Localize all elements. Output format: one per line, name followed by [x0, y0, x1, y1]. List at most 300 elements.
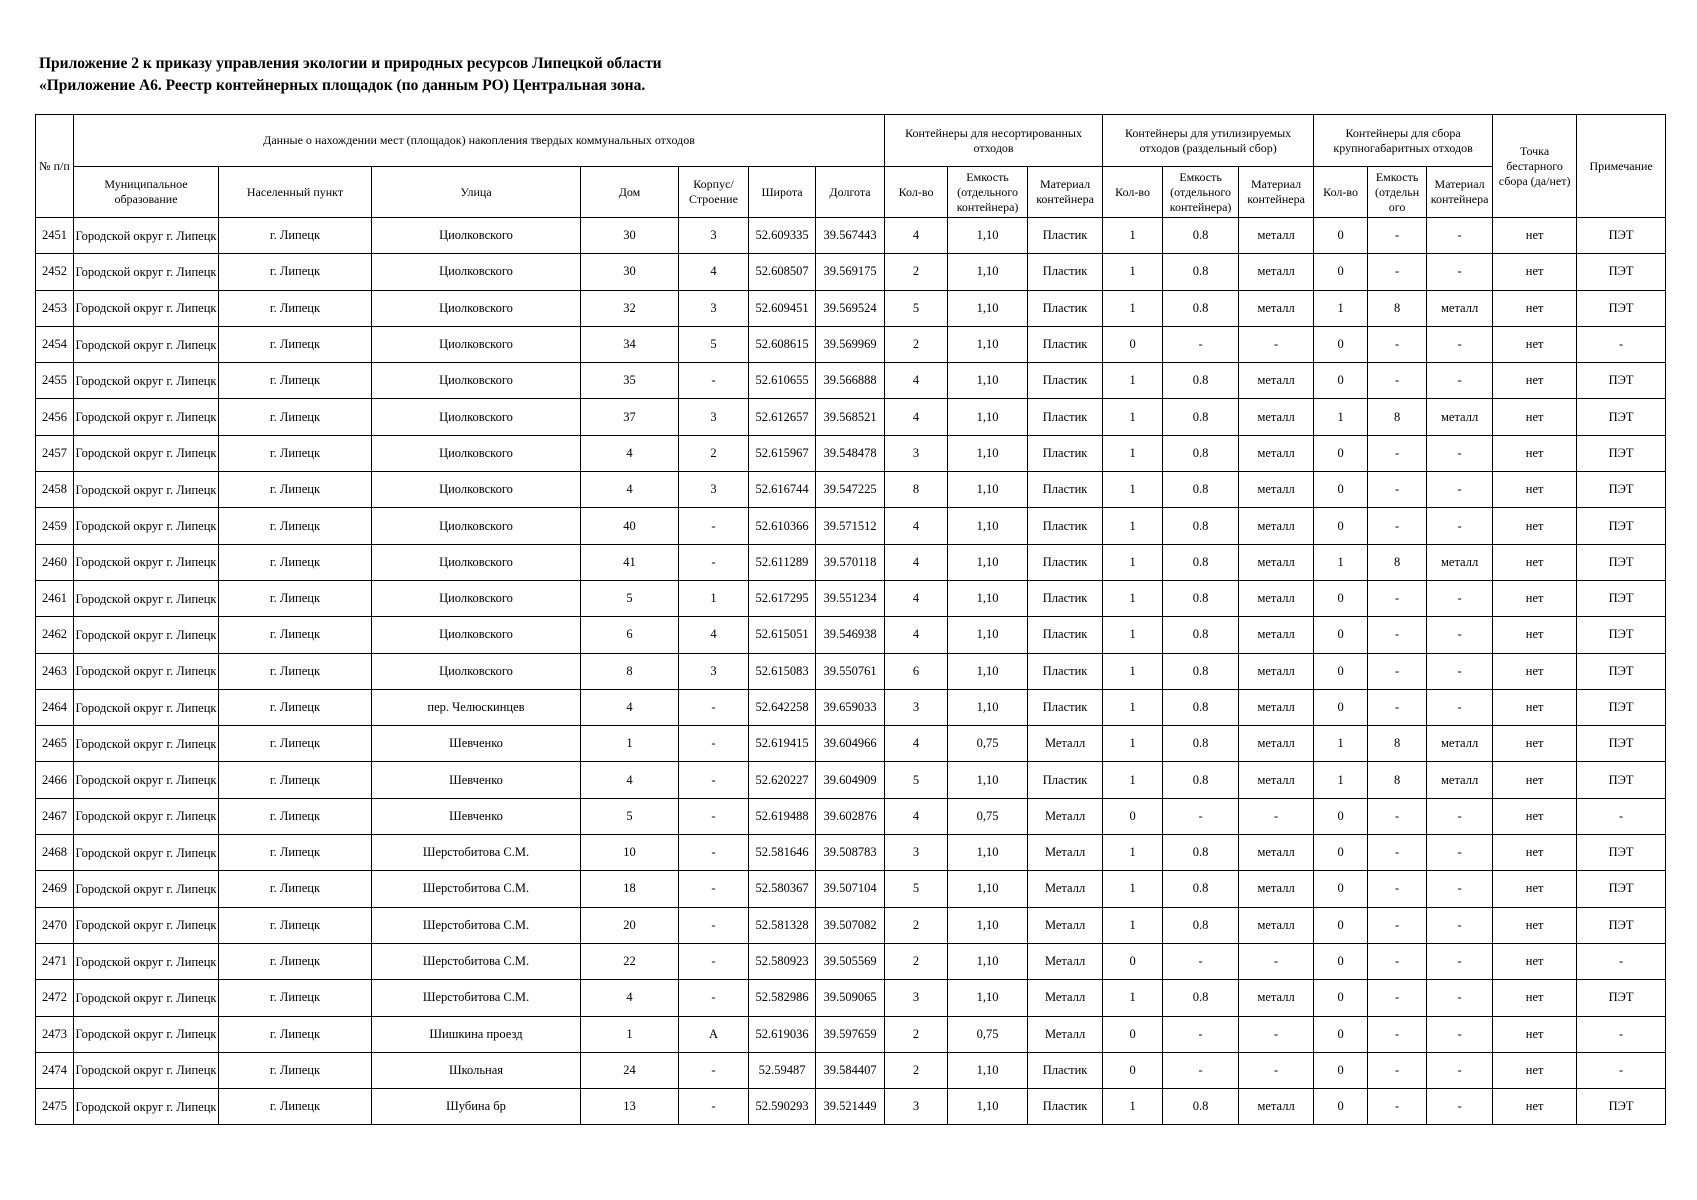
table-row	[36, 290, 1666, 326]
house-cell: 41	[581, 544, 679, 580]
recyclable-material-cell: металл	[1239, 254, 1314, 290]
row-num: 2471	[36, 943, 74, 979]
row-num: 2454	[36, 326, 74, 362]
street-cell: Циолковского	[372, 326, 581, 362]
heading-line-2: «Приложение А6. Реестр контейнерных площадок (по данным РО) Центральная зона.	[39, 77, 646, 94]
unsorted-capacity-cell: 1,10	[948, 290, 1028, 326]
building-cell: 3	[679, 399, 749, 435]
bagless-point-cell: нет	[1493, 508, 1577, 544]
bulky-material-cell: -	[1427, 835, 1493, 871]
recyclable-count-cell: 1	[1103, 544, 1163, 580]
table-row	[36, 472, 1666, 508]
building-cell: А	[679, 1016, 749, 1052]
unsorted-material-cell: Пластик	[1028, 580, 1103, 616]
settlement-cell: г. Липецк	[219, 580, 372, 616]
settlement-cell: г. Липецк	[219, 762, 372, 798]
bulky-count-cell: 0	[1314, 1089, 1368, 1125]
municipality-cell: Городской округ г. Липецк	[74, 617, 219, 653]
bagless-point-cell: нет	[1493, 363, 1577, 399]
row-num: 2470	[36, 907, 74, 943]
recyclable-count-cell: 1	[1103, 980, 1163, 1016]
latitude-cell: 52.616744	[749, 472, 816, 508]
header-recyclable-material: Материал контейнера	[1239, 167, 1314, 218]
row-num: 2467	[36, 798, 74, 834]
row-num: 2472	[36, 980, 74, 1016]
recyclable-capacity-cell: -	[1163, 943, 1239, 979]
unsorted-capacity-cell: 1,10	[948, 580, 1028, 616]
bulky-material-cell: металл	[1427, 290, 1493, 326]
recyclable-material-cell: металл	[1239, 907, 1314, 943]
unsorted-count-cell: 4	[885, 399, 948, 435]
bulky-material-cell: -	[1427, 580, 1493, 616]
recyclable-count-cell: 1	[1103, 1089, 1163, 1125]
settlement-cell: г. Липецк	[219, 1016, 372, 1052]
table-row	[36, 726, 1666, 762]
settlement-cell: г. Липецк	[219, 871, 372, 907]
note-cell: ПЭТ	[1577, 218, 1666, 254]
bagless-point-cell: нет	[1493, 726, 1577, 762]
unsorted-material-cell: Пластик	[1028, 472, 1103, 508]
row-num: 2464	[36, 689, 74, 725]
latitude-cell: 52.581328	[749, 907, 816, 943]
row-num: 2452	[36, 254, 74, 290]
unsorted-capacity-cell: 1,10	[948, 835, 1028, 871]
longitude-cell: 39.659033	[816, 689, 885, 725]
settlement-cell: г. Липецк	[219, 617, 372, 653]
recyclable-capacity-cell: 0.8	[1163, 290, 1239, 326]
bagless-point-cell: нет	[1493, 907, 1577, 943]
bagless-point-cell: нет	[1493, 544, 1577, 580]
recyclable-count-cell: 1	[1103, 871, 1163, 907]
unsorted-capacity-cell: 1,10	[948, 254, 1028, 290]
settlement-cell: г. Липецк	[219, 798, 372, 834]
bagless-point-cell: нет	[1493, 435, 1577, 471]
bagless-point-cell: нет	[1493, 326, 1577, 362]
bulky-count-cell: 0	[1314, 689, 1368, 725]
house-cell: 4	[581, 689, 679, 725]
table-row	[36, 218, 1666, 254]
street-cell: Шерстобитова С.М.	[372, 943, 581, 979]
heading-line-1: Приложение 2 к приказу управления экологии и природных ресурсов Липецкой области	[39, 55, 662, 72]
recyclable-material-cell: металл	[1239, 580, 1314, 616]
settlement-cell: г. Липецк	[219, 290, 372, 326]
bulky-count-cell: 0	[1314, 943, 1368, 979]
bulky-material-cell: -	[1427, 254, 1493, 290]
row-num: 2469	[36, 871, 74, 907]
recyclable-capacity-cell: 0.8	[1163, 689, 1239, 725]
bulky-count-cell: 1	[1314, 726, 1368, 762]
street-cell: Шубина бр	[372, 1089, 581, 1125]
municipality-cell: Городской округ г. Липецк	[74, 726, 219, 762]
street-cell: Циолковского	[372, 254, 581, 290]
bulky-capacity-cell: -	[1368, 326, 1427, 362]
recyclable-count-cell: 1	[1103, 653, 1163, 689]
recyclable-capacity-cell: 0.8	[1163, 653, 1239, 689]
row-num: 2466	[36, 762, 74, 798]
recyclable-count-cell: 1	[1103, 363, 1163, 399]
recyclable-count-cell: 1	[1103, 726, 1163, 762]
longitude-cell: 39.569175	[816, 254, 885, 290]
table-row	[36, 1089, 1666, 1125]
bulky-count-cell: 0	[1314, 907, 1368, 943]
settlement-cell: г. Липецк	[219, 943, 372, 979]
unsorted-count-cell: 5	[885, 290, 948, 326]
unsorted-capacity-cell: 1,10	[948, 980, 1028, 1016]
note-cell: -	[1577, 1016, 1666, 1052]
unsorted-count-cell: 3	[885, 980, 948, 1016]
house-cell: 20	[581, 907, 679, 943]
bulky-capacity-cell: -	[1368, 472, 1427, 508]
unsorted-capacity-cell: 1,10	[948, 363, 1028, 399]
recyclable-count-cell: 0	[1103, 1016, 1163, 1052]
longitude-cell: 39.569969	[816, 326, 885, 362]
unsorted-count-cell: 4	[885, 508, 948, 544]
bagless-point-cell: нет	[1493, 617, 1577, 653]
unsorted-capacity-cell: 0,75	[948, 726, 1028, 762]
house-cell: 10	[581, 835, 679, 871]
longitude-cell: 39.597659	[816, 1016, 885, 1052]
recyclable-capacity-cell: -	[1163, 326, 1239, 362]
recyclable-count-cell: 1	[1103, 689, 1163, 725]
longitude-cell: 39.602876	[816, 798, 885, 834]
latitude-cell: 52.620227	[749, 762, 816, 798]
note-cell: ПЭТ	[1577, 399, 1666, 435]
street-cell: Циолковского	[372, 508, 581, 544]
unsorted-material-cell: Металл	[1028, 943, 1103, 979]
bulky-count-cell: 1	[1314, 399, 1368, 435]
table-row	[36, 254, 1666, 290]
unsorted-capacity-cell: 1,10	[948, 435, 1028, 471]
unsorted-material-cell: Металл	[1028, 907, 1103, 943]
unsorted-material-cell: Пластик	[1028, 218, 1103, 254]
bulky-count-cell: 0	[1314, 1052, 1368, 1088]
unsorted-material-cell: Пластик	[1028, 399, 1103, 435]
unsorted-count-cell: 4	[885, 544, 948, 580]
building-cell: -	[679, 835, 749, 871]
settlement-cell: г. Липецк	[219, 399, 372, 435]
bulky-material-cell: металл	[1427, 762, 1493, 798]
recyclable-material-cell: металл	[1239, 617, 1314, 653]
longitude-cell: 39.507104	[816, 871, 885, 907]
recyclable-count-cell: 1	[1103, 472, 1163, 508]
longitude-cell: 39.570118	[816, 544, 885, 580]
note-cell: ПЭТ	[1577, 726, 1666, 762]
house-cell: 30	[581, 254, 679, 290]
unsorted-material-cell: Пластик	[1028, 762, 1103, 798]
row-num: 2457	[36, 435, 74, 471]
house-cell: 6	[581, 617, 679, 653]
recyclable-material-cell: -	[1239, 1016, 1314, 1052]
recyclable-count-cell: 0	[1103, 943, 1163, 979]
bulky-capacity-cell: 8	[1368, 726, 1427, 762]
street-cell: Циолковского	[372, 580, 581, 616]
building-cell: -	[679, 726, 749, 762]
note-cell: ПЭТ	[1577, 617, 1666, 653]
bulky-count-cell: 1	[1314, 762, 1368, 798]
settlement-cell: г. Липецк	[219, 218, 372, 254]
recyclable-count-cell: 1	[1103, 435, 1163, 471]
document-heading	[39, 53, 662, 97]
recyclable-capacity-cell: 0.8	[1163, 871, 1239, 907]
bulky-capacity-cell: -	[1368, 980, 1427, 1016]
settlement-cell: г. Липецк	[219, 980, 372, 1016]
bulky-count-cell: 0	[1314, 871, 1368, 907]
building-cell: -	[679, 544, 749, 580]
building-cell: 3	[679, 653, 749, 689]
bulky-material-cell: -	[1427, 1052, 1493, 1088]
unsorted-material-cell: Пластик	[1028, 544, 1103, 580]
street-cell: Циолковского	[372, 472, 581, 508]
street-cell: Шевченко	[372, 726, 581, 762]
unsorted-capacity-cell: 1,10	[948, 871, 1028, 907]
recyclable-material-cell: металл	[1239, 290, 1314, 326]
latitude-cell: 52.619488	[749, 798, 816, 834]
house-cell: 1	[581, 1016, 679, 1052]
unsorted-capacity-cell: 1,10	[948, 218, 1028, 254]
row-num: 2474	[36, 1052, 74, 1088]
table-row	[36, 435, 1666, 471]
bulky-capacity-cell: -	[1368, 1089, 1427, 1125]
unsorted-count-cell: 4	[885, 218, 948, 254]
unsorted-count-cell: 2	[885, 254, 948, 290]
latitude-cell: 52.609335	[749, 218, 816, 254]
house-cell: 24	[581, 1052, 679, 1088]
row-num: 2475	[36, 1089, 74, 1125]
latitude-cell: 52.617295	[749, 580, 816, 616]
house-cell: 4	[581, 762, 679, 798]
header-unsorted-group: Контейнеры для несортированных отходов	[885, 115, 1103, 167]
bulky-count-cell: 0	[1314, 653, 1368, 689]
longitude-cell: 39.507082	[816, 907, 885, 943]
header-house: Дом	[581, 167, 679, 218]
longitude-cell: 39.546938	[816, 617, 885, 653]
house-cell: 1	[581, 726, 679, 762]
recyclable-material-cell: -	[1239, 1052, 1314, 1088]
bulky-count-cell: 0	[1314, 218, 1368, 254]
longitude-cell: 39.509065	[816, 980, 885, 1016]
recyclable-material-cell: металл	[1239, 871, 1314, 907]
municipality-cell: Городской округ г. Липецк	[74, 762, 219, 798]
building-cell: -	[679, 1089, 749, 1125]
bagless-point-cell: нет	[1493, 1016, 1577, 1052]
house-cell: 4	[581, 435, 679, 471]
settlement-cell: г. Липецк	[219, 1052, 372, 1088]
street-cell: Циолковского	[372, 653, 581, 689]
header-street: Улица	[372, 167, 581, 218]
bagless-point-cell: нет	[1493, 871, 1577, 907]
municipality-cell: Городской округ г. Липецк	[74, 1089, 219, 1125]
header-bulky-count: Кол-во	[1314, 167, 1368, 218]
row-num: 2455	[36, 363, 74, 399]
note-cell: ПЭТ	[1577, 1089, 1666, 1125]
bulky-capacity-cell: -	[1368, 1016, 1427, 1052]
bulky-capacity-cell: 8	[1368, 544, 1427, 580]
recyclable-count-cell: 1	[1103, 508, 1163, 544]
recyclable-count-cell: 0	[1103, 1052, 1163, 1088]
bagless-point-cell: нет	[1493, 1089, 1577, 1125]
unsorted-material-cell: Металл	[1028, 1016, 1103, 1052]
unsorted-count-cell: 3	[885, 689, 948, 725]
house-cell: 40	[581, 508, 679, 544]
unsorted-capacity-cell: 0,75	[948, 798, 1028, 834]
note-cell: ПЭТ	[1577, 254, 1666, 290]
table-row	[36, 943, 1666, 979]
note-cell: ПЭТ	[1577, 435, 1666, 471]
municipality-cell: Городской округ г. Липецк	[74, 1016, 219, 1052]
row-num: 2461	[36, 580, 74, 616]
header-num: № п/п	[36, 115, 74, 218]
building-cell: -	[679, 363, 749, 399]
recyclable-count-cell: 1	[1103, 218, 1163, 254]
bagless-point-cell: нет	[1493, 798, 1577, 834]
bulky-count-cell: 1	[1314, 544, 1368, 580]
building-cell: -	[679, 689, 749, 725]
building-cell: -	[679, 871, 749, 907]
table-header	[36, 115, 1666, 218]
unsorted-material-cell: Пластик	[1028, 435, 1103, 471]
table-row	[36, 508, 1666, 544]
row-num: 2456	[36, 399, 74, 435]
unsorted-count-cell: 4	[885, 363, 948, 399]
table-row	[36, 1016, 1666, 1052]
table-row	[36, 617, 1666, 653]
bagless-point-cell: нет	[1493, 254, 1577, 290]
note-cell: ПЭТ	[1577, 580, 1666, 616]
bulky-count-cell: 0	[1314, 580, 1368, 616]
unsorted-material-cell: Пластик	[1028, 1089, 1103, 1125]
bulky-capacity-cell: -	[1368, 653, 1427, 689]
street-cell: Шевченко	[372, 798, 581, 834]
bagless-point-cell: нет	[1493, 980, 1577, 1016]
bagless-point-cell: нет	[1493, 943, 1577, 979]
bulky-capacity-cell: -	[1368, 218, 1427, 254]
municipality-cell: Городской округ г. Липецк	[74, 689, 219, 725]
unsorted-material-cell: Пластик	[1028, 508, 1103, 544]
recyclable-material-cell: -	[1239, 798, 1314, 834]
bulky-material-cell: -	[1427, 907, 1493, 943]
house-cell: 13	[581, 1089, 679, 1125]
house-cell: 18	[581, 871, 679, 907]
building-cell: 3	[679, 218, 749, 254]
municipality-cell: Городской округ г. Липецк	[74, 326, 219, 362]
recyclable-material-cell: -	[1239, 326, 1314, 362]
row-num: 2458	[36, 472, 74, 508]
recyclable-material-cell: металл	[1239, 363, 1314, 399]
table-row	[36, 399, 1666, 435]
building-cell: 4	[679, 617, 749, 653]
bulky-count-cell: 0	[1314, 1016, 1368, 1052]
recyclable-material-cell: -	[1239, 943, 1314, 979]
longitude-cell: 39.508783	[816, 835, 885, 871]
bulky-count-cell: 0	[1314, 254, 1368, 290]
street-cell: Шевченко	[372, 762, 581, 798]
recyclable-count-cell: 1	[1103, 580, 1163, 616]
settlement-cell: г. Липецк	[219, 726, 372, 762]
header-bulky-capacity: Емкость (отдельн ого	[1368, 167, 1427, 218]
recyclable-count-cell: 1	[1103, 762, 1163, 798]
latitude-cell: 52.608507	[749, 254, 816, 290]
municipality-cell: Городской округ г. Липецк	[74, 290, 219, 326]
note-cell: ПЭТ	[1577, 835, 1666, 871]
unsorted-capacity-cell: 1,10	[948, 326, 1028, 362]
latitude-cell: 52.610366	[749, 508, 816, 544]
longitude-cell: 39.568521	[816, 399, 885, 435]
unsorted-count-cell: 6	[885, 653, 948, 689]
building-cell: 2	[679, 435, 749, 471]
municipality-cell: Городской округ г. Липецк	[74, 871, 219, 907]
bulky-material-cell: -	[1427, 1089, 1493, 1125]
bulky-material-cell: металл	[1427, 544, 1493, 580]
header-location-group: Данные о нахождении мест (площадок) накопления твердых коммунальных отходов	[74, 115, 885, 167]
table-row	[36, 1052, 1666, 1088]
header-bagless-point: Точка бестарного сбора (да/нет)	[1493, 115, 1577, 218]
unsorted-material-cell: Металл	[1028, 980, 1103, 1016]
unsorted-count-cell: 4	[885, 580, 948, 616]
bulky-material-cell: -	[1427, 363, 1493, 399]
unsorted-capacity-cell: 1,10	[948, 943, 1028, 979]
recyclable-capacity-cell: 0.8	[1163, 508, 1239, 544]
table-row	[36, 762, 1666, 798]
unsorted-material-cell: Пластик	[1028, 290, 1103, 326]
header-recyclable-count: Кол-во	[1103, 167, 1163, 218]
settlement-cell: г. Липецк	[219, 907, 372, 943]
header-unsorted-count: Кол-во	[885, 167, 948, 218]
longitude-cell: 39.604966	[816, 726, 885, 762]
header-note: Примечание	[1577, 115, 1666, 218]
settlement-cell: г. Липецк	[219, 689, 372, 725]
bulky-count-cell: 0	[1314, 435, 1368, 471]
bulky-capacity-cell: -	[1368, 580, 1427, 616]
unsorted-capacity-cell: 1,10	[948, 1089, 1028, 1125]
bulky-capacity-cell: -	[1368, 835, 1427, 871]
row-num: 2451	[36, 218, 74, 254]
building-cell: -	[679, 1052, 749, 1088]
recyclable-capacity-cell: -	[1163, 798, 1239, 834]
note-cell: ПЭТ	[1577, 544, 1666, 580]
bulky-material-cell: -	[1427, 326, 1493, 362]
municipality-cell: Городской округ г. Липецк	[74, 363, 219, 399]
note-cell: ПЭТ	[1577, 762, 1666, 798]
latitude-cell: 52.59487	[749, 1052, 816, 1088]
building-cell: 5	[679, 326, 749, 362]
unsorted-count-cell: 2	[885, 1016, 948, 1052]
municipality-cell: Городской округ г. Липецк	[74, 943, 219, 979]
house-cell: 5	[581, 580, 679, 616]
longitude-cell: 39.584407	[816, 1052, 885, 1088]
unsorted-material-cell: Металл	[1028, 871, 1103, 907]
header-settlement: Населенный пункт	[219, 167, 372, 218]
bulky-capacity-cell: -	[1368, 798, 1427, 834]
header-recyclable-capacity: Емкость (отдельного контейнера)	[1163, 167, 1239, 218]
latitude-cell: 52.608615	[749, 326, 816, 362]
unsorted-capacity-cell: 1,10	[948, 907, 1028, 943]
bulky-capacity-cell: -	[1368, 508, 1427, 544]
bagless-point-cell: нет	[1493, 290, 1577, 326]
unsorted-material-cell: Металл	[1028, 835, 1103, 871]
note-cell: -	[1577, 326, 1666, 362]
row-num: 2453	[36, 290, 74, 326]
bulky-material-cell: -	[1427, 218, 1493, 254]
bulky-count-cell: 0	[1314, 326, 1368, 362]
unsorted-count-cell: 2	[885, 907, 948, 943]
recyclable-count-cell: 1	[1103, 254, 1163, 290]
unsorted-count-cell: 4	[885, 617, 948, 653]
unsorted-count-cell: 2	[885, 943, 948, 979]
recyclable-material-cell: металл	[1239, 689, 1314, 725]
bulky-capacity-cell: -	[1368, 254, 1427, 290]
latitude-cell: 52.609451	[749, 290, 816, 326]
settlement-cell: г. Липецк	[219, 254, 372, 290]
